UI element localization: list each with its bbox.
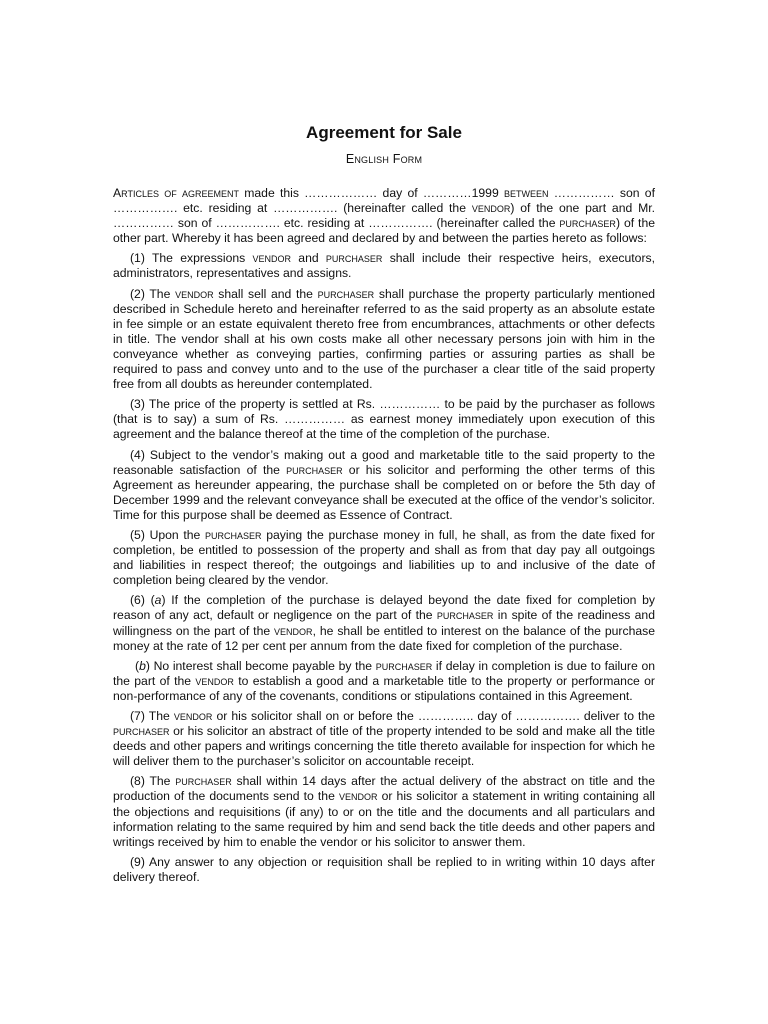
clause-1 xyxy=(113,251,655,281)
document-page xyxy=(113,118,655,890)
clause-2-purchaser: purchaser xyxy=(317,286,375,301)
clause-6a-text-2: ) If the completion of the purchase is delayed beyond the date fixed for completion by reason of any act, default or negligence on the part of the xyxy=(113,593,655,623)
intro-between: between xyxy=(503,186,549,200)
clause-7-text-3: or his solicitor an abstract of title of the property intended to be sold and make all the title deeds and other papers and writings concerning the title thereto available for inspection for which he will deliver them to the purchaser’s solicitor on accountable receipt. xyxy=(113,724,655,769)
clause-6b-text-2: ) No interest shall become payable by the xyxy=(145,658,376,673)
intro-purchaser: purchaser xyxy=(559,216,616,231)
clause-7 xyxy=(113,709,655,769)
intro-paragraph xyxy=(113,186,655,246)
clause-6b-purchaser: purchaser xyxy=(375,658,433,673)
intro-text-4: ) of the other part. Whereby it has been agreed and declared by and between the parties hereto as follows: xyxy=(113,216,655,246)
clause-2-text-1: (2) The xyxy=(130,286,176,301)
clause-6b-text-4: to establish a good and a marketable title to the property or performance or non-performance of any of the covenants, conditions or stipulations contained in this Agreement. xyxy=(113,673,655,703)
clause-1-text-1: (1) The expressions xyxy=(130,251,253,266)
clause-1-text-3: shall include their respective heirs, executors, administrators, representatives and assigns. xyxy=(113,251,655,281)
clause-6a-text-1: (6) ( xyxy=(130,593,155,608)
clause-8-text-3: or his solicitor a statement in writing containing all the objections and requisitions (if any) to or on the title and the documents and all particulars and information relating to the same required by him and send back the title deeds and other papers and writings received by him to enable the vendor or his solicitor to answer them. xyxy=(113,789,655,849)
intro-text-2: …………… son of ……………. etc. residing at ……………. (hereinafter called the xyxy=(113,186,655,216)
clause-4-purchaser: purchaser xyxy=(286,462,343,477)
clause-5 xyxy=(113,528,655,588)
intro-text-3: ) of the one part and Mr. …………… son of ……………. etc. residing at ……………. (hereinafter called the xyxy=(113,201,656,231)
clause-5-text-2: paying the purchase money in full, he shall, as from the date fixed for completion, be entitled to possession of the property and shall as from that day pay all outgoings and liabilities in respect thereof; the outgoings and liabilities up to and inclusive of the date of completion being cleared by the vendor. xyxy=(113,527,655,588)
clause-8-text-1: (8) The xyxy=(130,774,176,789)
clause-6a-vendor: vendor xyxy=(274,623,313,638)
clause-4-text-1: (4) Subject to the vendor’s making out a good and marketable title to the said property to the reasonable satisfaction of the xyxy=(113,447,655,477)
clause-5-purchaser: purchaser xyxy=(205,527,262,542)
clause-1-purchaser: purchaser xyxy=(325,251,383,266)
clause-2-text-3: shall purchase the property particularly mentioned described in Schedule hereto and hereinafter referred to as the said property as an absolute estate in fee simple or an estate equivalent thereto free from encumbrances, attachments or other defects in title. The vendor shall at his own costs make all other necessary persons join with him in the conveyance whether as conveying parties, confirming parties or assuring parties as shall be required to pass and convey unto and to the use of the purchaser a clear title of the said property free from all doubts as hereunder contemplated. xyxy=(113,286,655,392)
clause-7-text-2: or his solicitor shall on or before the ………….. day of ……………. deliver to the xyxy=(212,709,655,723)
clause-8-purchaser: purchaser xyxy=(175,774,232,789)
clause-6a-text-3: in spite of the readiness and willingness on the part of the xyxy=(113,608,655,638)
clause-8-vendor: vendor xyxy=(338,789,378,804)
document-subtitle: English Form xyxy=(345,152,423,166)
clause-7-text-1: (7) The xyxy=(130,709,174,723)
intro-vendor: vendor xyxy=(471,201,511,216)
clause-3: (3) The price of the property is settled at Rs. …………… to be paid by the purchaser as follows (that is to say) a sum of Rs. …………… as earnest money immediately upon execution of this agreement and the balance thereof at the time of the completion of the purchase. xyxy=(113,397,655,442)
intro-lead: Articles of agreement xyxy=(113,186,239,200)
clause-7-vendor: vendor xyxy=(173,709,213,723)
document-title: Agreement for Sale xyxy=(306,123,462,142)
clause-6a-purchaser: purchaser xyxy=(436,608,494,623)
clause-6b-text-3: if delay in completion is due to failure on the part of the xyxy=(113,658,656,688)
clause-6a-letter: a xyxy=(154,593,162,608)
clause-2 xyxy=(113,287,655,393)
clause-7-purchaser: purchaser xyxy=(113,724,170,739)
clause-1-vendor: vendor xyxy=(252,251,292,266)
clause-1-text-2: and xyxy=(291,251,326,266)
clause-6b xyxy=(113,659,655,704)
clause-4-text-2: or his solicitor and performing the other terms of this Agreement as hereunder appearing, the purchase shall be completed on or before the 5th day of December 1999 and the relevant conveyance shall be executed at the office of the vendor’s solicitor. Time for this purpose shall be deemed as Essence of Contract. xyxy=(113,462,655,522)
clause-6b-text-1: ( xyxy=(135,658,140,673)
clause-4 xyxy=(113,448,655,523)
clause-8 xyxy=(113,774,655,849)
clause-9: (9) Any answer to any objection or requisition shall be replied to in writing within 10 days after delivery thereof. xyxy=(113,854,655,884)
clause-5-text-1: (5) Upon the xyxy=(130,527,206,542)
clause-2-vendor: vendor xyxy=(175,286,214,301)
clause-6b-letter: b xyxy=(139,658,146,673)
clause-6a xyxy=(113,593,655,653)
clause-6b-vendor: vendor xyxy=(195,673,234,688)
intro-text-1: made this ……………… day of …………1999 xyxy=(238,186,504,200)
clause-6a-text-4: , he shall be entitled to interest on the balance of the purchase money at the rate of 12 per cent per annum from the date fixed for completion of the purchase. xyxy=(113,623,655,653)
clause-8-text-2: shall within 14 days after the actual delivery of the abstract on title and the production of the documents send to the xyxy=(113,774,656,804)
clause-2-text-2: shall sell and the xyxy=(213,286,318,301)
